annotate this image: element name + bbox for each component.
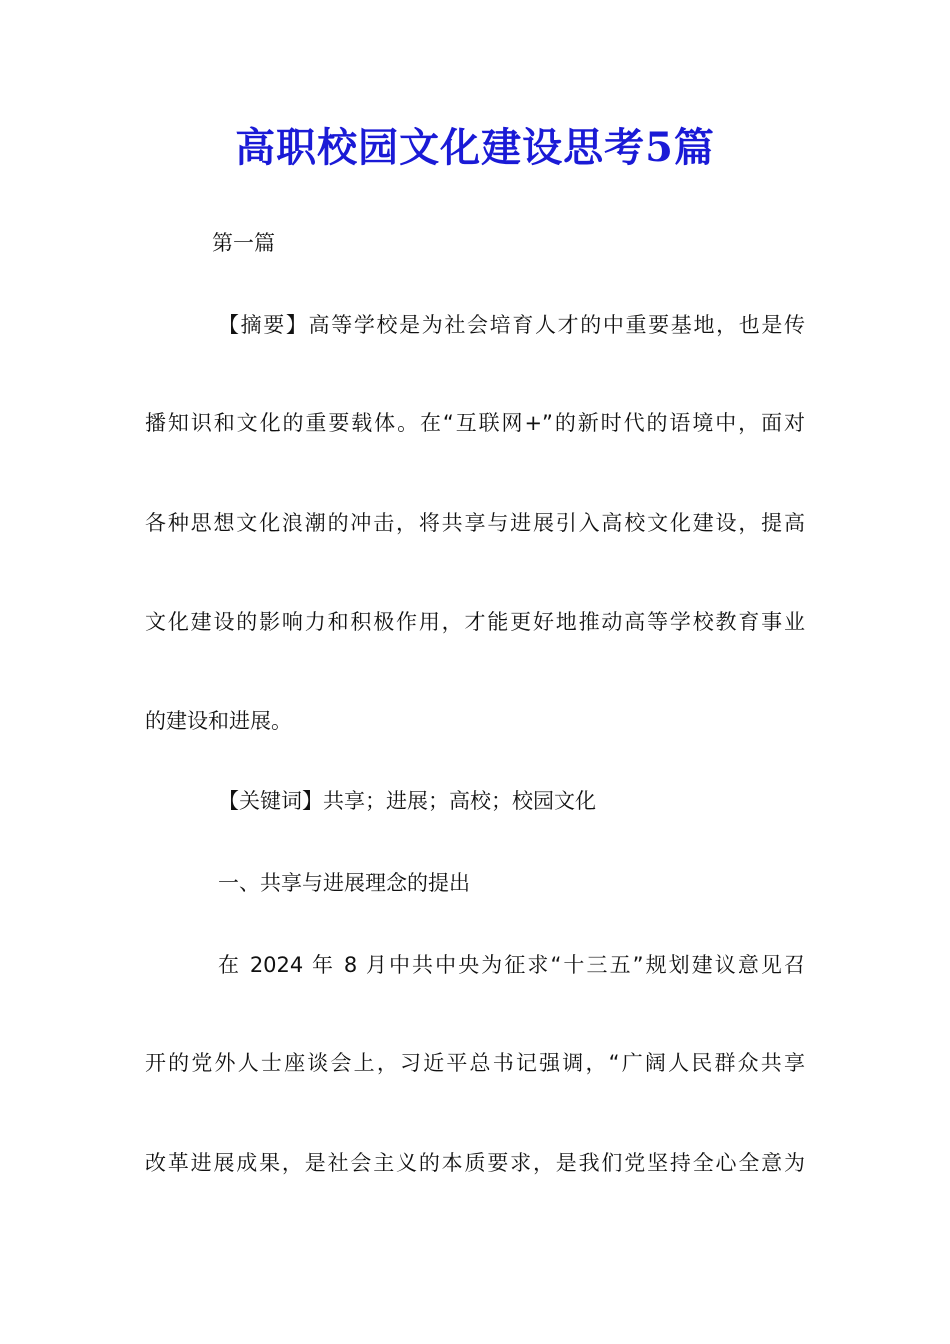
- document-title: 高职校园文化建设思考5篇: [235, 124, 715, 171]
- abstract-line: 播知识和文化的重要载体。在“互联网+”的新时代的语境中，面对: [145, 411, 805, 435]
- section-label: 第一篇: [212, 231, 275, 255]
- abstract-line: 文化建设的影响力和积极作用，才能更好地推动高等学校教育事业: [145, 610, 805, 634]
- body-line: 在 2024 年 8 月中共中央为征求“十三五”规划建议意见召: [218, 953, 805, 977]
- abstract-line: 各种思想文化浪潮的冲击，将共享与进展引入高校文化建设，提高: [145, 511, 805, 535]
- keywords-line: 【关键词】共享；进展；高校；校园文化: [218, 789, 596, 813]
- body-line: 改革进展成果，是社会主义的本质要求，是我们党坚持全心全意为: [145, 1151, 805, 1175]
- abstract-line: 的建设和进展。: [145, 709, 292, 733]
- section-heading: 一、共享与进展理念的提出: [218, 871, 470, 895]
- abstract-line: 【摘要】高等学校是为社会培育人才的中重要基地，也是传: [218, 313, 805, 337]
- body-line: 开的党外人士座谈会上，习近平总书记强调，“广阔人民群众共享: [145, 1051, 805, 1075]
